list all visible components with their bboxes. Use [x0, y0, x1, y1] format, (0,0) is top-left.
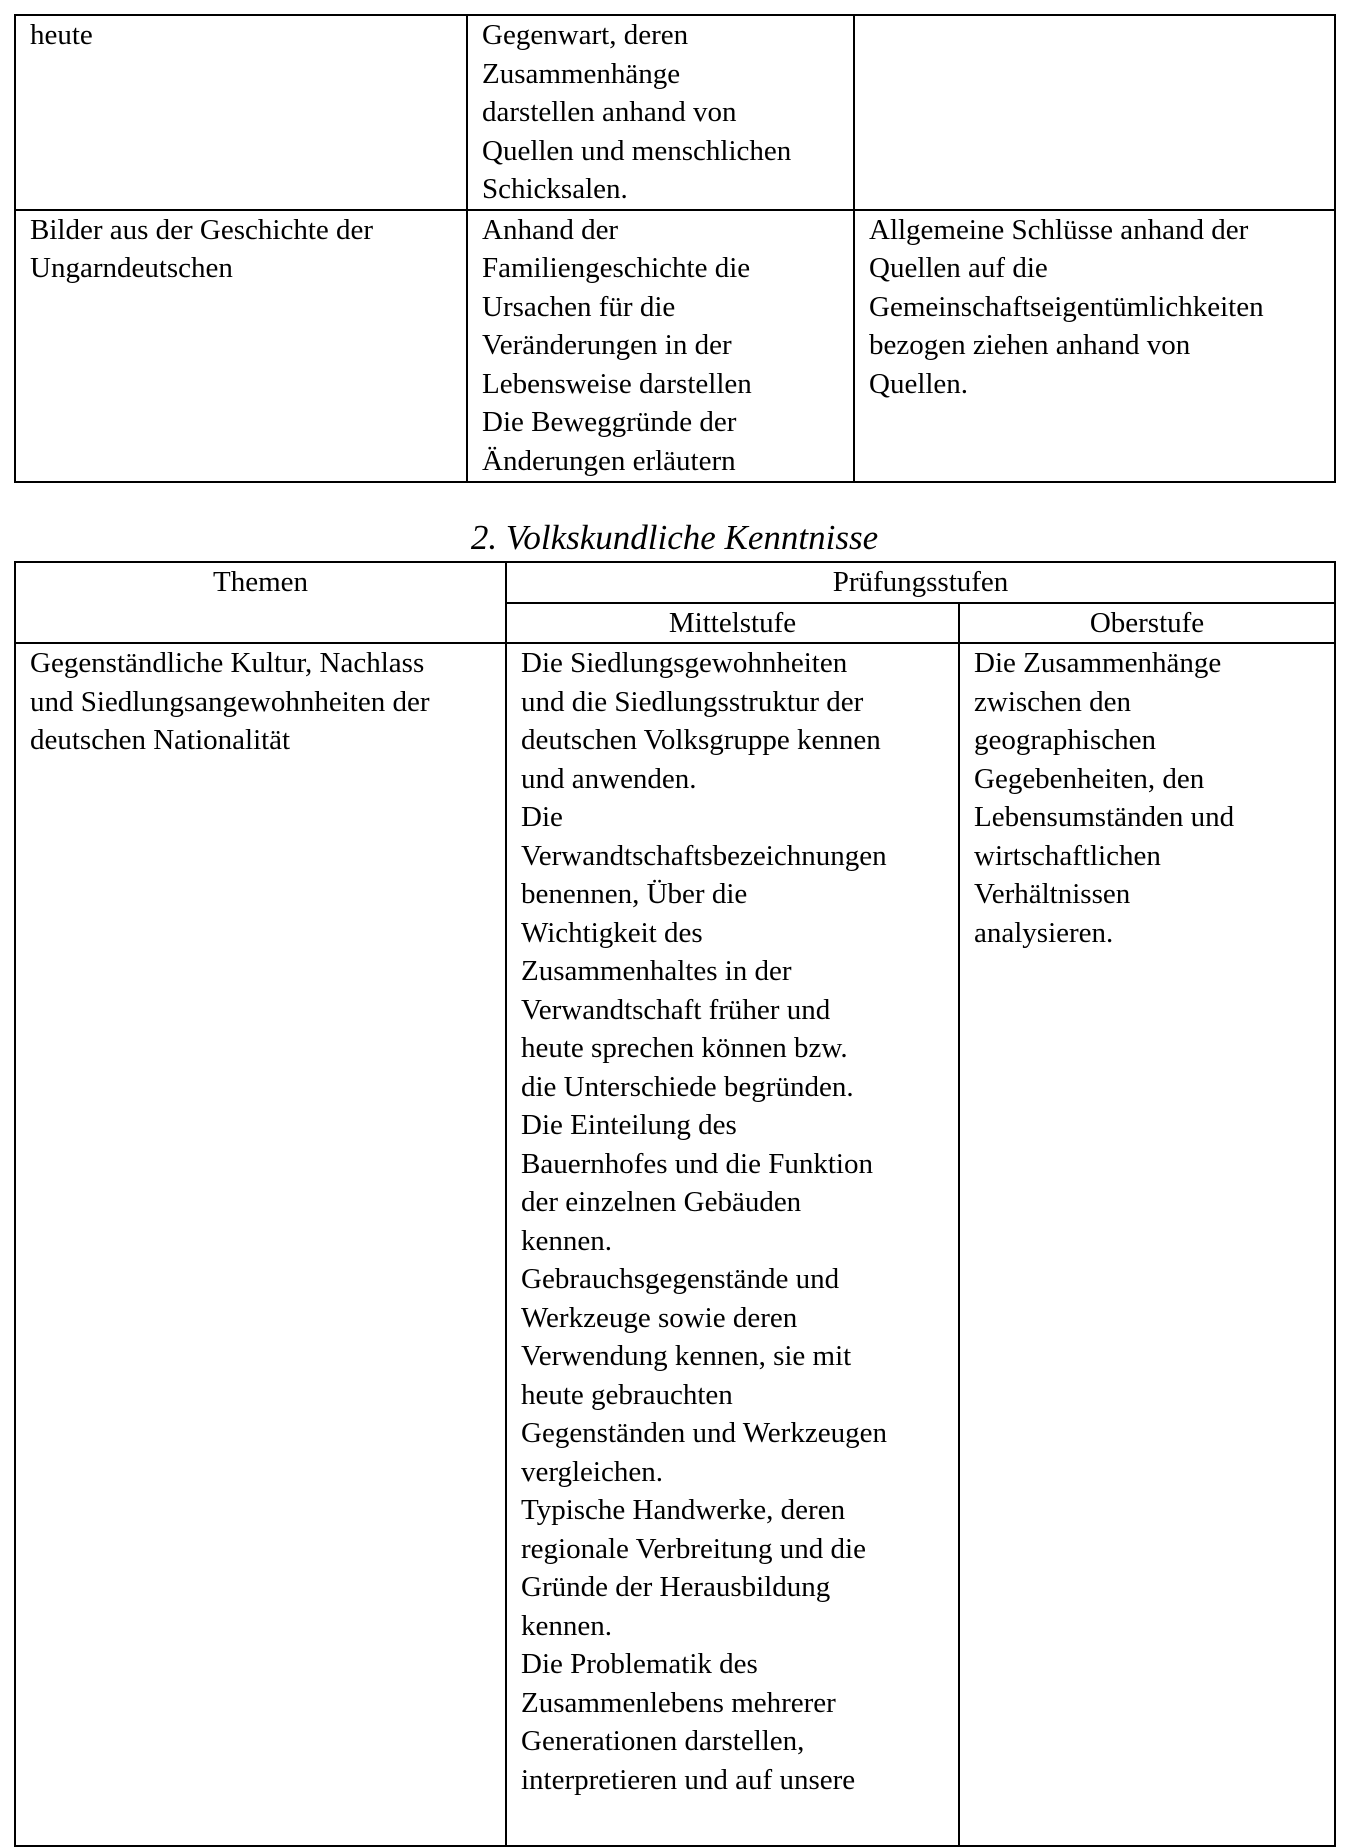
text-line: der einzelnen Gebäuden — [521, 1186, 802, 1218]
cell-oberstufe — [959, 643, 1335, 1846]
text-line: Die Einteilung des — [521, 1109, 737, 1141]
table-cell — [467, 15, 854, 210]
text-line: Ungarndeutschen — [30, 252, 233, 284]
text-line: Die Beweggründe der — [482, 406, 737, 438]
table-cell — [467, 210, 854, 482]
text-line: und die Siedlungsstruktur der — [521, 685, 864, 718]
text-line: wirtschaftlichen — [974, 839, 1161, 872]
text-line: Verwandtschaft früher und — [521, 993, 831, 1026]
text-line: heute sprechen können bzw. — [521, 1032, 848, 1064]
header-mittelstufe: Mittelstufe — [506, 603, 959, 644]
text-line: Bauernhofes und die Funktion — [521, 1147, 873, 1180]
text-line: und anwenden. — [521, 762, 697, 795]
text-line: Quellen auf die — [869, 252, 1048, 284]
history-table — [14, 14, 1336, 483]
text-line: Die — [521, 801, 563, 833]
text-line: Lebensweise darstellen — [482, 367, 752, 400]
text-line: Quellen. — [869, 367, 969, 400]
text-line: Gegenwart, deren — [482, 19, 689, 51]
table-row — [15, 643, 1335, 1846]
text-line: Die Zusammenhänge — [974, 647, 1222, 679]
text-line: kennen. — [521, 1224, 612, 1257]
text-line: Familiengeschichte die — [482, 252, 751, 284]
table-cell — [15, 15, 467, 210]
text-line: Die Siedlungsgewohnheiten — [521, 647, 848, 679]
header-pruefungsstufen: Prüfungsstufen — [506, 562, 1335, 603]
section-heading: 2. Volkskundliche Kenntnisse — [470, 518, 879, 557]
text-line: Bilder aus der Geschichte der — [30, 213, 374, 246]
text-line: Zusammenlebens mehrerer — [521, 1686, 836, 1719]
cell-mittelstufe — [506, 643, 959, 1846]
text-line: Gegebenheiten, den — [974, 762, 1205, 795]
text-line: Ursachen für die — [482, 290, 676, 323]
cell-themen — [15, 643, 506, 1846]
text-line: Wichtigkeit des — [521, 916, 703, 949]
text-line: Schicksalen. — [482, 173, 628, 205]
text-line: zwischen den — [974, 685, 1132, 718]
text-line: analysieren. — [974, 916, 1114, 949]
text-line: Veränderungen in der — [482, 329, 732, 361]
text-line: Gebrauchsgegenstände und — [521, 1263, 840, 1295]
text-line: darstellen anhand von — [482, 96, 737, 128]
header-themen: Themen — [15, 562, 506, 643]
header-row — [15, 562, 1335, 603]
header-oberstufe: Oberstufe — [959, 603, 1335, 644]
text-line: vergleichen. — [521, 1455, 663, 1488]
text-line: Lebensumständen und — [974, 801, 1235, 833]
text-line: geographischen — [974, 724, 1156, 756]
text-line: Generationen darstellen, — [521, 1725, 805, 1757]
table-cell — [854, 15, 1335, 210]
text-line: Werkzeuge sowie deren — [521, 1301, 798, 1334]
table-row — [15, 15, 1335, 210]
text-line: heute gebrauchten — [521, 1378, 733, 1411]
table-cell — [854, 210, 1335, 482]
text-line: Zusammenhaltes in der — [521, 955, 792, 987]
table-row — [15, 210, 1335, 482]
text-line: Gegenständen und Werkzeugen — [521, 1417, 887, 1449]
text-line: kennen. — [521, 1609, 612, 1642]
text-line: heute — [30, 19, 93, 51]
text-line: regionale Verbreitung und die — [521, 1532, 866, 1565]
text-line: bezogen ziehen anhand von — [869, 329, 1191, 361]
text-line: Typische Handwerke, deren — [521, 1494, 846, 1526]
table-cell — [15, 210, 467, 482]
text-line: Quellen und menschlichen — [482, 134, 792, 167]
text-line: Zusammenhänge — [482, 57, 681, 90]
text-line: Gegenständliche Kultur, Nachlass — [30, 647, 425, 679]
text-line: Verwendung kennen, sie mit — [521, 1340, 852, 1372]
text-line: deutschen Nationalität — [30, 724, 291, 756]
text-line: und Siedlungsangewohnheiten der — [30, 685, 430, 718]
text-line: Die Problematik des — [521, 1648, 758, 1680]
text-line: Änderungen erläutern — [482, 444, 736, 477]
text-line: deutschen Volksgruppe kennen — [521, 724, 881, 756]
text-line: Gemeinschaftseigentümlichkeiten — [869, 290, 1264, 323]
text-line: Verhältnissen — [974, 878, 1131, 910]
text-line: benennen, Über die — [521, 878, 748, 910]
text-line: Verwandtschaftsbezeichnungen — [521, 839, 887, 872]
text-line: Allgemeine Schlüsse anhand der — [869, 213, 1249, 246]
text-line: Gründe der Herausbildung — [521, 1571, 831, 1603]
text-line: Anhand der — [482, 213, 619, 246]
text-line: interpretieren und auf unsere — [521, 1763, 856, 1796]
folklore-table — [14, 561, 1336, 1847]
text-line: die Unterschiede begründen. — [521, 1070, 854, 1103]
